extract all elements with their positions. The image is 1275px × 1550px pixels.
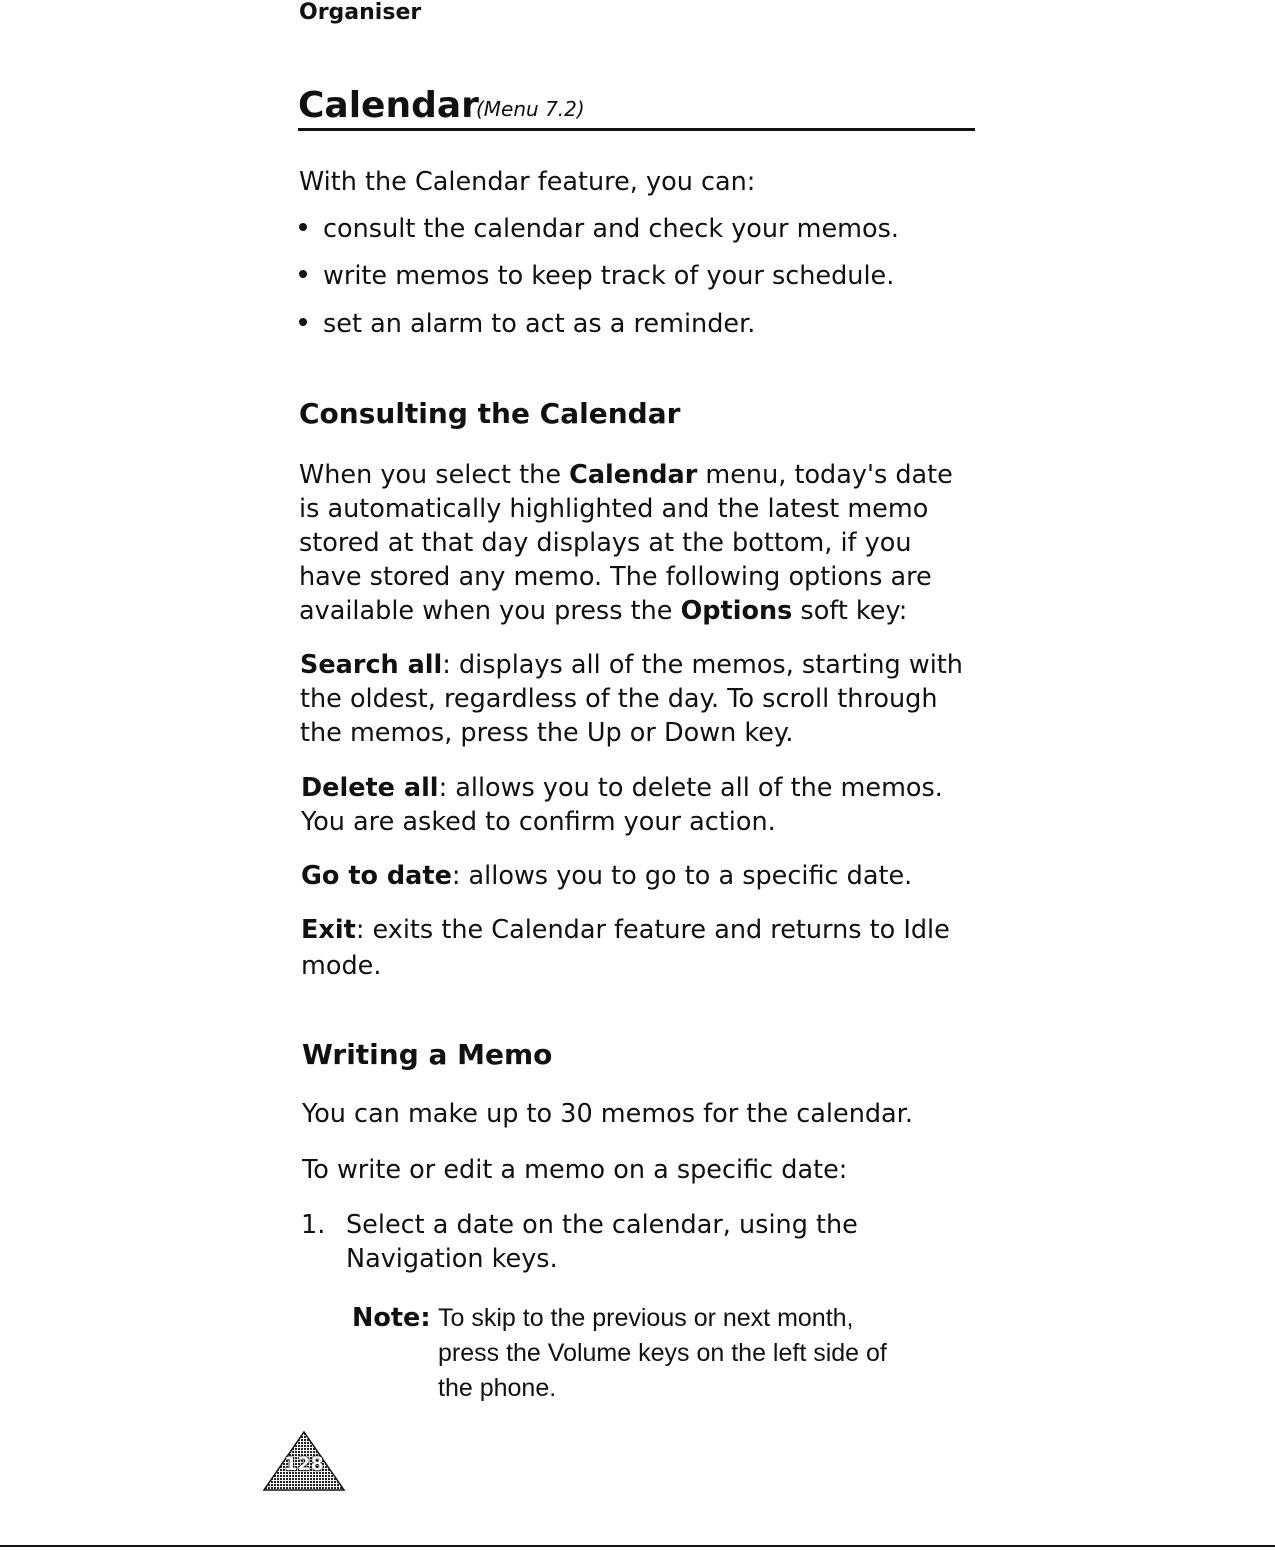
note-text-line: To skip to the previous or next month, xyxy=(438,1304,854,1332)
list-item: write memos to keep track of your schedule. xyxy=(299,259,894,293)
step-number: 1. xyxy=(301,1210,326,1240)
paragraph-line: stored at that day displays at the bottom, if you xyxy=(299,528,912,558)
step-text-line: Select a date on the calendar, using the xyxy=(346,1210,858,1240)
bullet-icon xyxy=(299,223,307,231)
option-search-all: Search all: displays all of the memos, starting with xyxy=(300,650,963,680)
intro-lead: With the Calendar feature, you can: xyxy=(299,167,756,197)
bullet-icon xyxy=(299,270,307,278)
section-heading-writing: Writing a Memo xyxy=(302,1038,553,1071)
option-delete-all: Delete all: allows you to delete all of the memos. xyxy=(301,773,943,803)
step-text-line: Navigation keys. xyxy=(346,1244,558,1274)
bottom-divider xyxy=(0,1545,1275,1547)
list-item: consult the calendar and check your memos. xyxy=(299,212,899,246)
page-title: Calendar xyxy=(298,85,479,126)
page-number: 128 xyxy=(284,1453,324,1475)
section-label: Organiser xyxy=(299,0,422,25)
option-line: the oldest, regardless of the day. To scroll through xyxy=(300,684,938,714)
writing-paragraph-1: You can make up to 30 memos for the calendar. xyxy=(302,1099,913,1129)
option-line: You are asked to confirm your action. xyxy=(301,807,776,837)
paragraph-line: have stored any memo. The following options are xyxy=(299,562,932,592)
section-heading-consulting: Consulting the Calendar xyxy=(299,397,681,430)
option-line: mode. xyxy=(301,951,382,981)
note-label: Note: xyxy=(352,1303,431,1333)
menu-reference: (Menu 7.2) xyxy=(476,97,585,121)
paragraph-line: When you select the Calendar menu, today's date xyxy=(299,460,953,490)
option-line: the memos, press the Up or Down key. xyxy=(300,718,794,748)
paragraph-line: available when you press the Options soft key: xyxy=(299,596,908,626)
writing-paragraph-2: To write or edit a memo on a specific date: xyxy=(302,1155,848,1185)
list-item: set an alarm to act as a reminder. xyxy=(299,307,755,341)
note-text-line: press the Volume keys on the left side of xyxy=(438,1339,887,1367)
option-exit: Exit: exits the Calendar feature and returns to Idle xyxy=(301,915,950,945)
note-text-line: the phone. xyxy=(438,1374,557,1402)
paragraph-line: is automatically highlighted and the latest memo xyxy=(299,494,929,524)
bullet-icon xyxy=(299,318,307,326)
option-go-to-date: Go to date: allows you to go to a specific date. xyxy=(301,861,913,891)
page-number-badge xyxy=(262,1430,346,1492)
page-title-row xyxy=(298,84,975,131)
